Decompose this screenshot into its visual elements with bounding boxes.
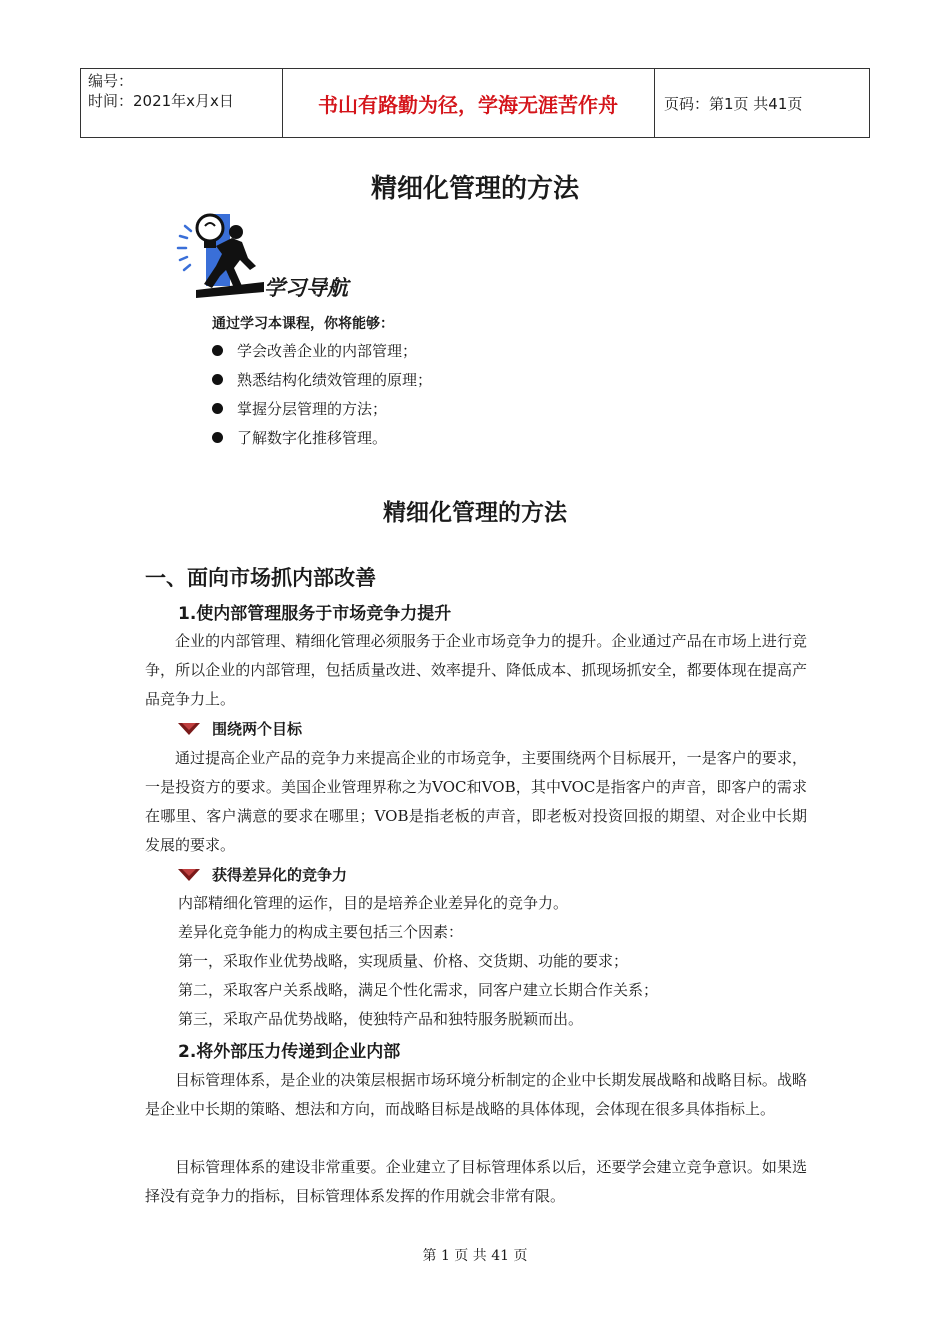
goal-text: 了解数字化推移管理。 [237, 429, 388, 447]
bullet-icon [212, 403, 223, 414]
bullet-icon [212, 374, 223, 385]
lightbulb-runner-icon [176, 206, 266, 298]
number-label: 编号： [88, 72, 134, 90]
time-label: 时间：2021年x月x日 [88, 92, 234, 110]
goal-text: 掌握分层管理的方法； [237, 400, 388, 418]
document-title: 精细化管理的方法 [370, 174, 579, 204]
header-divider [80, 69, 81, 137]
page-footer: 第 1 页 共 41 页 [422, 1248, 528, 1264]
arrow-down-icon [178, 867, 200, 883]
goal-item [212, 369, 432, 390]
goal-item [212, 427, 387, 448]
arrow-down-icon [178, 721, 200, 737]
nav-intro: 通过学习本课程，你将能够： [212, 316, 394, 332]
goal-item [212, 398, 387, 419]
paragraph: 目标管理体系的建设非常重要。企业建立了目标管理体系以后，还要学会建立竞争意识。如果选择没有竞争力的指标，目标管理体系发挥的作用就会非常有限。 [145, 1158, 807, 1205]
text-line: 第二，采取客户关系战略，满足个性化需求，同客户建立长期合作关系； [178, 981, 659, 999]
bullet-icon [212, 432, 223, 443]
section-title: 精细化管理的方法 [383, 500, 567, 526]
paragraph: 企业的内部管理、精细化管理必须服务于企业市场竞争力的提升。企业通过产品在市场上进行竞争，所以企业的内部管理，包括质量改进、效率提升、降低成本、抓现场抓安全，都要体现在提高产品竞争力上。 [145, 632, 807, 708]
document-header [80, 68, 870, 138]
text-line: 差异化竞争能力的构成主要包括三个因素： [178, 923, 464, 941]
text-line: 内部精细化管理的运作，目的是培养企业差异化的竞争力。 [178, 894, 569, 912]
nav-title: 学习导航 [264, 276, 348, 300]
header-meta [88, 71, 234, 111]
goal-text: 熟悉结构化绩效管理的原理； [237, 371, 433, 389]
subsection-heading: 1.使内部管理服务于市场竞争力提升 [178, 604, 452, 624]
paragraph: 通过提高企业产品的竞争力来提高企业的市场竞争，主要围绕两个目标展开，一是客户的要求，一是投资方的要求。美国企业管理界称之为VOC和VOB，其中VOC是指客户的声音，即客户的需求在哪里、客户满意的要求在哪里；VOB是指老板的声音，即老板对投资回报的期望、对企业中长期发展的要求。 [145, 749, 807, 854]
goal-text: 学会改善企业的内部管理； [237, 342, 418, 360]
point-heading [178, 864, 347, 885]
chapter-heading: 一、面向市场抓内部改善 [145, 566, 376, 590]
text-line: 第三，采取产品优势战略，使独特产品和独特服务脱颖而出。 [178, 1010, 584, 1028]
paragraph: 目标管理体系，是企业的决策层根据市场环境分析制定的企业中长期发展战略和战略目标。战略是企业中长期的策略、想法和方向，而战略目标是战略的具体体现，会体现在很多具体指标上。 [145, 1071, 807, 1118]
point-title: 围绕两个目标 [212, 720, 303, 738]
goal-item [212, 340, 417, 361]
header-page-info: 页码：第1页 共41页 [664, 94, 803, 113]
header-divider [869, 69, 870, 137]
text-line: 第一，采取作业优势战略，实现质量、价格、交货期、功能的要求； [178, 952, 629, 970]
point-title: 获得差异化的竞争力 [212, 866, 348, 884]
header-motto: 书山有路勤为径，学海无涯苦作舟 [318, 92, 618, 117]
bullet-icon [212, 345, 223, 356]
header-divider [654, 69, 655, 137]
point-heading [178, 718, 302, 739]
subsection-heading: 2.将外部压力传递到企业内部 [178, 1042, 401, 1062]
